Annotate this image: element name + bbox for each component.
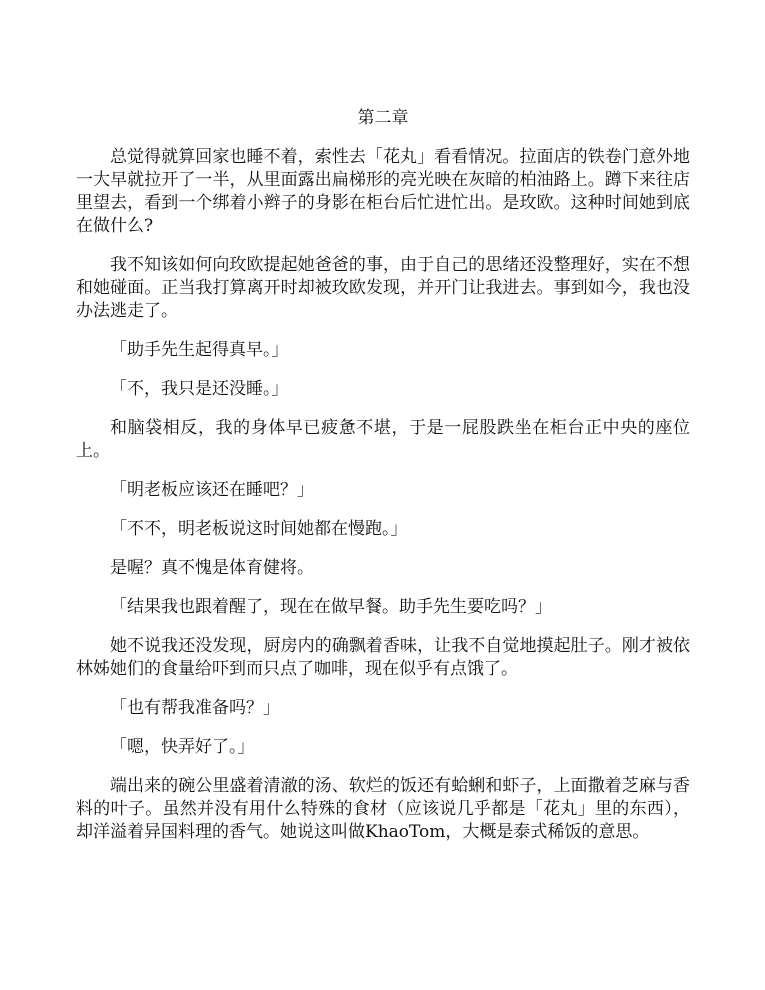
paragraph: 「也有帮我准备吗？」: [110, 698, 280, 718]
paragraph: 她不说我还没发现，厨房内的确飘着香味，让我不自觉地摸起肚子。刚才被依林姊她们的食量给吓到而只点了咖啡，现在似乎有点饿了。: [76, 636, 690, 679]
paragraph: 和脑袋相反，我的身体早已疲惫不堪，于是一屁股跌坐在柜台正中央的座位上。: [76, 418, 690, 461]
paragraph: 总觉得就算回家也睡不着，索性去「花丸」看看情况。拉面店的铁卷门意外地一大早就拉开了一半，从里面露出扁梯形的亮光映在灰暗的柏油路上。蹲下来往店里望去，看到一个绑着小辫子的身影在柜台后忙进忙出。是玫欧。这种时间她到底在做什么?: [76, 147, 690, 236]
paragraph: 我不知该如何向玫欧提起她爸爸的事，由于自己的思绪还没整理好，实在不想和她碰面。正当我打算离开时却被玫欧发现，并开门让我进去。事到如今，我也没办法逃走了。: [76, 255, 690, 321]
paragraph: 「明老板应该还在睡吧？」: [110, 480, 314, 500]
paragraph: 「不，我只是还没睡。」: [110, 379, 289, 399]
document-page: [76, 96, 690, 860]
chapter-title: 第二章: [357, 108, 409, 128]
paragraph: 「不不，明老板说这时间她都在慢跑。」: [110, 519, 408, 539]
paragraph: 「结果我也跟着醒了，现在在做早餐。助手先生要吃吗？」: [110, 597, 552, 617]
paragraph: 端出来的碗公里盛着清澈的汤、软烂的饭还有蛤蜊和虾子，上面撒着芝麻与香料的叶子。虽然并没有用什么特殊的食材（应该说几乎都是「花丸」里的东西），却洋溢着异国料理的香气。她说这叫做KhaoTom，大概是泰式稀饭的意思。: [76, 776, 690, 842]
paragraph: 「嗯，快弄好了。」: [110, 737, 255, 757]
paragraph: 「助手先生起得真早。」: [110, 340, 289, 360]
paragraph: 是喔？真不愧是体育健将。: [110, 558, 314, 578]
